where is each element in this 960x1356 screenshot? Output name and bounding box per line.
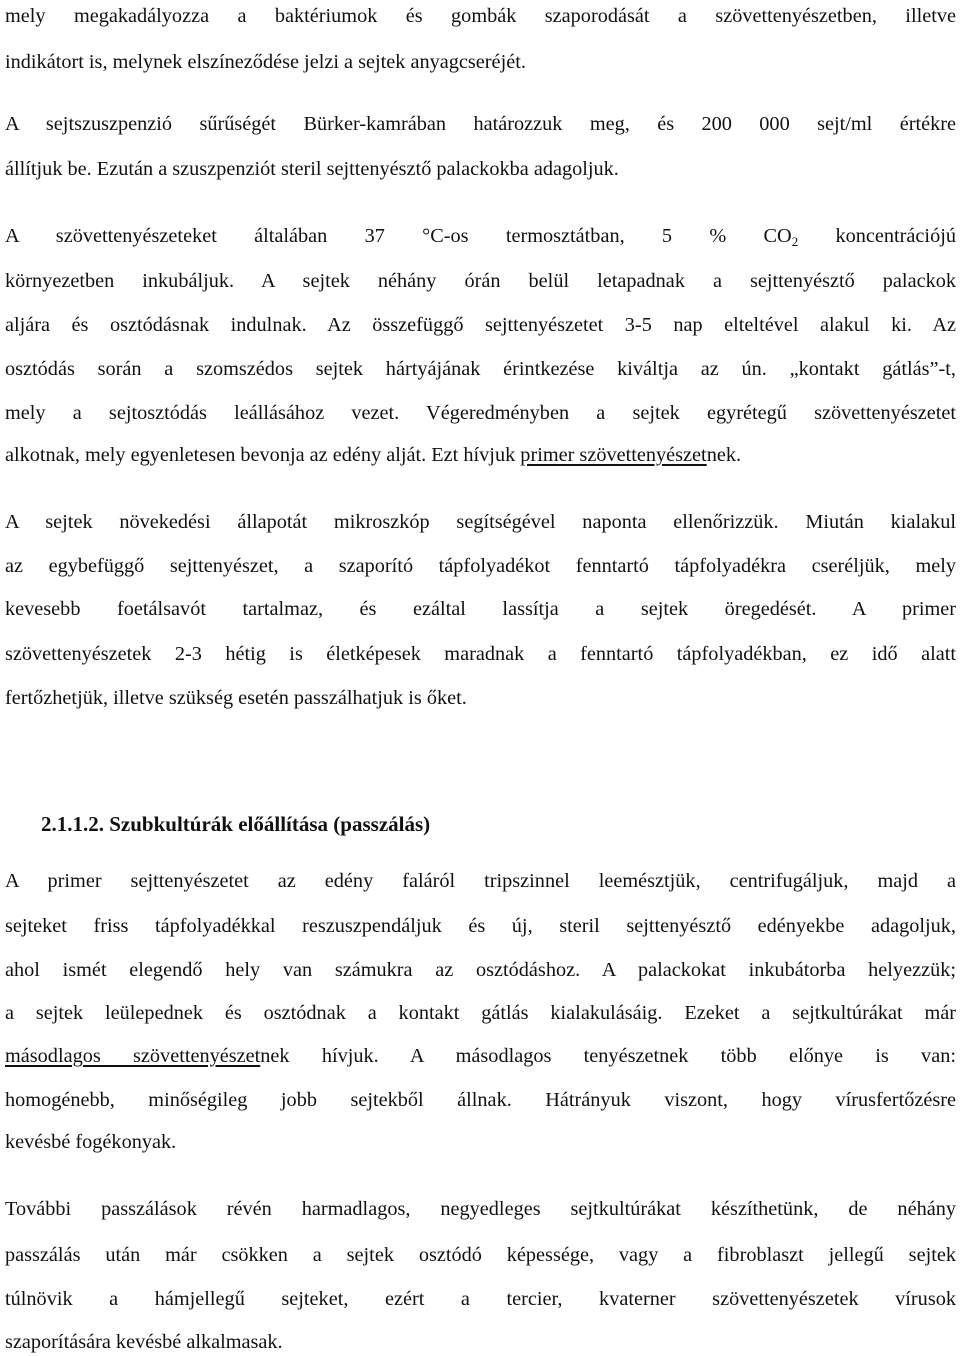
co2-subscript: 2 xyxy=(791,234,799,249)
paragraph-5-line-1: A primer sejttenyészetet az edény faláról tripszinnel leemésztjük, centrifugáljuk, majd a xyxy=(5,870,956,892)
paragraph-3-line-1-text-a: A szövettenyészeteket általában 37 °C-os termosztátban, 5 % CO xyxy=(5,225,792,247)
paragraph-2-line-2: állítjuk be. Ezután a szuszpenziót steril sejttenyésztő palackokba adagoljuk. xyxy=(5,158,619,180)
paragraph-5-line-5 xyxy=(5,1042,956,1070)
secondary-term: másodlagos szövettenyészet xyxy=(5,1045,261,1067)
paragraph-6-line-1: További passzálások révén harmadlagos, negyedleges sejtkultúrákat készíthetünk, de néhány xyxy=(5,1198,956,1220)
paragraph-5-line-2: sejteket friss tápfolyadékkal reszuszpendáljuk és új, steril sejttenyésztő edényekbe adagoljuk, xyxy=(5,915,956,937)
paragraph-3-line-1 xyxy=(5,222,956,250)
paragraph-6-line-4: szaporítására kevésbé alkalmasak. xyxy=(5,1331,283,1353)
paragraph-3-line-5: mely a sejtosztódás leállásához vezet. Végeredményben a sejtek egyrétegű szövettenyészetet xyxy=(5,402,956,424)
paragraph-3-line-6-text-b: nek. xyxy=(706,444,742,466)
paragraph-3-line-6-text-a: alkotnak, mely egyenletesen bevonja az edény alját. Ezt hívjuk xyxy=(5,444,521,466)
paragraph-6-line-3: túlnövik a hámjellegű sejteket, ezért a tercier, kvaterner szövettenyészetek vírusok xyxy=(5,1288,956,1310)
paragraph-3-line-2: környezetben inkubáljuk. A sejtek néhány órán belül letapadnak a sejttenyésztő palackok xyxy=(5,270,956,292)
primer-term: primer szövettenyészet xyxy=(520,444,707,466)
paragraph-3-line-6 xyxy=(5,441,956,469)
paragraph-4-line-1: A sejtek növekedési állapotát mikroszkóp segítségével naponta ellenőrizzük. Miután kialakul xyxy=(5,511,956,533)
section-heading: 2.1.1.2. Szubkultúrák előállítása (passzálás) xyxy=(41,812,431,836)
paragraph-4-line-4: szövettenyészetek 2-3 hétig is életképesek maradnak a fenntartó tápfolyadékban, ez idő alatt xyxy=(5,643,956,665)
paragraph-3-line-1-text-b: koncentrációjú xyxy=(798,225,956,247)
paragraph-1-line-1: mely megakadályozza a baktériumok és gombák szaporodását a szövettenyészetben, illetve xyxy=(5,5,956,27)
paragraph-1-line-2: indikátort is, melynek elszíneződése jelzi a sejtek anyagcseréjét. xyxy=(5,51,526,73)
paragraph-5-line-6: homogénebb, minőségileg jobb sejtekből állnak. Hátrányuk viszont, hogy vírusfertőzésre xyxy=(5,1089,956,1111)
paragraph-5-line-5-text-b: nek hívjuk. A másodlagos tenyészetnek több előnye is van: xyxy=(260,1045,956,1067)
paragraph-5-line-3: ahol ismét elegendő hely van számukra az osztódáshoz. A palackokat inkubátorba helyezzük; xyxy=(5,959,956,981)
paragraph-3-line-4: osztódás során a szomszédos sejtek hártyájának érintkezése kiváltja az ún. „kontakt gátlás”-t, xyxy=(5,358,956,380)
paragraph-4-line-5: fertőzhetjük, illetve szükség esetén passzálhatjuk is őket. xyxy=(5,687,467,709)
paragraph-5-line-7: kevésbé fogékonyak. xyxy=(5,1131,177,1153)
paragraph-5-line-4: a sejtek leülepednek és osztódnak a kontakt gátlás kialakulásáig. Ezeket a sejtkultúrákat már xyxy=(5,1002,956,1024)
paragraph-4-line-3: kevesebb foetálsavót tartalmaz, és ezáltal lassítja a sejtek öregedését. A primer xyxy=(5,598,956,620)
paragraph-2-line-1: A sejtszuszpenzió sűrűségét Bürker-kamrában határozzuk meg, és 200 000 sejt/ml értékre xyxy=(5,113,956,135)
paragraph-4-line-2: az egybefüggő sejttenyészet, a szaporító tápfolyadékot fenntartó tápfolyadékra cseréljük, mely xyxy=(5,555,956,577)
paragraph-6-line-2: passzálás után már csökken a sejtek osztódó képessége, vagy a fibroblaszt jellegű sejtek xyxy=(5,1244,956,1266)
paragraph-3-line-3: aljára és osztódásnak indulnak. Az összefüggő sejttenyészetet 3-5 nap elteltével alakul ki. Az xyxy=(5,314,956,336)
